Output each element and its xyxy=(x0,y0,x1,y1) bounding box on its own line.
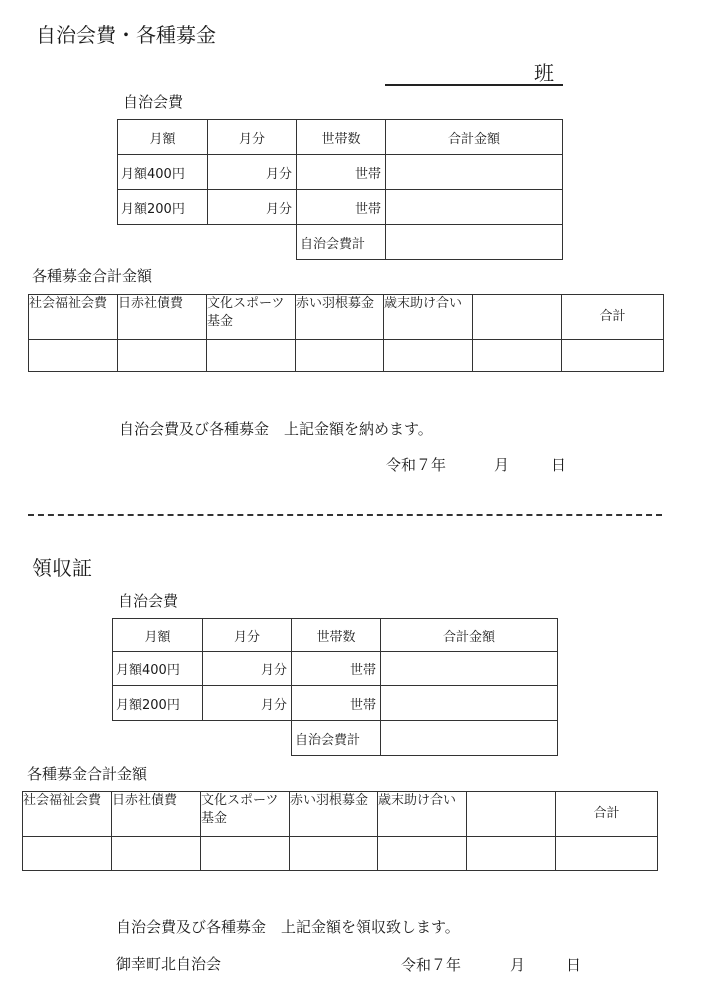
donation-amount-cell[interactable] xyxy=(23,837,112,871)
donation-header-red-cross: 日赤社債費 xyxy=(118,295,207,340)
fee-header-households: 世帯数 xyxy=(297,120,386,155)
donation-amount-cell[interactable] xyxy=(201,837,290,871)
fee-row xyxy=(113,686,558,721)
donation-amount-cell[interactable] xyxy=(207,340,296,372)
fee-section-label: 自治会費 xyxy=(123,93,184,111)
fee-months-cell[interactable]: 月分 xyxy=(208,155,297,190)
fee-months-cell[interactable]: 月分 xyxy=(208,190,297,225)
donation-amount-cell[interactable] xyxy=(384,340,473,372)
fee-total-cell[interactable] xyxy=(381,652,558,686)
donation-amount-cell[interactable] xyxy=(29,340,118,372)
donation-amount-cell[interactable] xyxy=(296,340,384,372)
fee-months-cell[interactable]: 月分 xyxy=(203,686,292,721)
donation-header-culture-sports: 文化スポーツ 基金 xyxy=(207,295,296,340)
fee-subtotal-cell[interactable] xyxy=(386,225,563,260)
fee-header-households: 世帯数 xyxy=(292,619,381,652)
receipt-donation-table xyxy=(22,791,658,871)
fee-subtotal-label: 自治会費計 xyxy=(297,225,386,260)
donation-header-blank xyxy=(467,792,556,837)
receipt-donation-section-label: 各種募金合計金額 xyxy=(27,765,148,783)
donation-amount-row xyxy=(29,340,664,372)
donation-section-label: 各種募金合計金額 xyxy=(32,267,153,285)
fee-total-cell[interactable] xyxy=(386,155,563,190)
fee-subtotal-cell[interactable] xyxy=(381,721,558,756)
donation-header-total: 合計 xyxy=(562,295,664,340)
donation-amount-cell[interactable] xyxy=(556,837,658,871)
donation-amount-cell[interactable] xyxy=(112,837,201,871)
donation-header-social-welfare: 社会福祉会費 xyxy=(23,792,112,837)
fee-rate-cell: 月額200円 xyxy=(118,190,208,225)
donation-header-red-feather: 赤い羽根募金 xyxy=(296,295,384,340)
donation-amount-cell[interactable] xyxy=(467,837,556,871)
fee-table xyxy=(117,119,563,260)
donation-amount-cell[interactable] xyxy=(290,837,378,871)
receipt-fee-table xyxy=(112,618,558,756)
donation-amount-cell[interactable] xyxy=(473,340,562,372)
fee-subtotal-label: 自治会費計 xyxy=(292,721,381,756)
date-day: 日 xyxy=(551,456,567,474)
fee-households-cell[interactable]: 世帯 xyxy=(297,155,386,190)
receipt-fee-section-label: 自治会費 xyxy=(118,592,179,610)
fee-header-rate: 月額 xyxy=(118,120,208,155)
fee-total-cell[interactable] xyxy=(381,686,558,721)
han-input-line[interactable] xyxy=(385,84,563,86)
fee-months-cell[interactable]: 月分 xyxy=(203,652,292,686)
payment-statement: 自治会費及び各種募金 上記金額を納めます。 xyxy=(119,420,433,438)
donation-header-social-welfare: 社会福祉会費 xyxy=(29,295,118,340)
han-label: 班 xyxy=(534,61,554,85)
donation-header-year-end: 歳末助け合い xyxy=(378,792,467,837)
date-month: 月 xyxy=(494,456,510,474)
fee-rate-cell: 月額400円 xyxy=(118,155,208,190)
date-day: 日 xyxy=(566,956,582,974)
donation-header-year-end: 歳末助け合い xyxy=(384,295,473,340)
fee-row xyxy=(113,652,558,686)
fee-total-cell[interactable] xyxy=(386,190,563,225)
fee-households-cell[interactable]: 世帯 xyxy=(297,190,386,225)
donation-amount-row xyxy=(23,837,658,871)
cut-line xyxy=(28,514,662,516)
fee-header-total: 合計金額 xyxy=(381,619,558,652)
form-title: 自治会費・各種募金 xyxy=(36,23,216,47)
donation-table xyxy=(28,294,664,372)
fee-header-months: 月分 xyxy=(203,619,292,652)
donation-header-culture-sports: 文化スポーツ 基金 xyxy=(201,792,290,837)
donation-header-blank xyxy=(473,295,562,340)
donation-amount-cell[interactable] xyxy=(378,837,467,871)
fee-households-cell[interactable]: 世帯 xyxy=(292,686,381,721)
donation-header-red-cross: 日赤社債費 xyxy=(112,792,201,837)
fee-rate-cell: 月額200円 xyxy=(113,686,203,721)
donation-header-total: 合計 xyxy=(556,792,658,837)
fee-households-cell[interactable]: 世帯 xyxy=(292,652,381,686)
date-month: 月 xyxy=(510,956,526,974)
fee-header-months: 月分 xyxy=(208,120,297,155)
fee-row xyxy=(118,155,563,190)
donation-amount-cell[interactable] xyxy=(562,340,664,372)
issuer-name: 御幸町北自治会 xyxy=(116,955,222,973)
fee-row xyxy=(118,190,563,225)
receipt-statement: 自治会費及び各種募金 上記金額を領収致します。 xyxy=(116,918,460,936)
fee-header-total: 合計金額 xyxy=(386,120,563,155)
fee-rate-cell: 月額400円 xyxy=(113,652,203,686)
date-era: 令和７年 xyxy=(386,456,447,474)
receipt-title: 領収証 xyxy=(32,556,92,580)
date-era: 令和７年 xyxy=(401,956,462,974)
donation-amount-cell[interactable] xyxy=(118,340,207,372)
donation-header-red-feather: 赤い羽根募金 xyxy=(290,792,378,837)
fee-header-rate: 月額 xyxy=(113,619,203,652)
